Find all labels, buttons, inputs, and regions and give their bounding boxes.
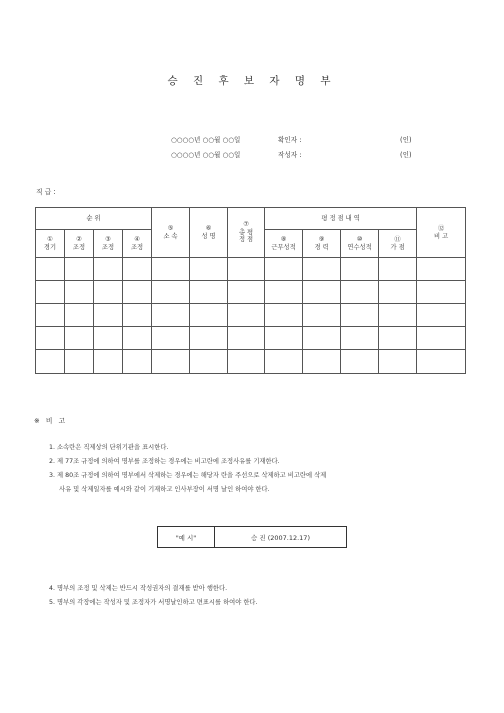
rank-col: ② 조정 [65, 230, 94, 258]
document-title: 승 진 후 보 자 명 부 [167, 75, 337, 87]
remarks-header [417, 208, 466, 258]
example-label: "예 시" [158, 527, 215, 547]
name-header [190, 208, 228, 258]
note-item: 5. 명부의 각장에는 작성자 및 조정자가 서명날인하고 면표시를 하여야 한다. [49, 599, 258, 606]
candidate-register-table [35, 207, 466, 374]
detail-col: ⑩ 연수성적 [341, 230, 379, 258]
affiliation-header [152, 208, 190, 258]
writer-date: ○○○○년 ○○월 ○○일 [171, 151, 241, 159]
note-item: 사유 및 삭제일자를 예시와 같이 기재하고 인사부장이 서명 날인 하여야 한다. [49, 486, 270, 493]
name-label: 성 명 [201, 232, 216, 240]
total-score-label: 총 평 정 점 [238, 228, 254, 244]
notes-heading: ※ 비 고 [34, 417, 68, 425]
remarks-label: 비 고 [434, 232, 449, 240]
example-value: 승 진 (2007.12.17) [251, 533, 310, 542]
score-detail-header: 평 정 점 내 역 [265, 208, 417, 230]
total-score-num: ⑦ [243, 220, 249, 228]
writer-seal: (인) [400, 151, 412, 159]
table-row [36, 281, 466, 304]
detail-col: ⑪ 가 점 [379, 230, 417, 258]
name-num: ⑥ [205, 224, 212, 232]
rank-header: 순 위 [36, 208, 152, 230]
rank-col: ③ 조정 [94, 230, 123, 258]
remarks-num: ⑫ [437, 224, 445, 232]
writer-role: 작성자 : [278, 151, 302, 159]
note-item: 2. 제 77조 규정에 의하여 명부를 조정하는 경우에는 비고란에 조정사유를 기재한다. [49, 458, 280, 465]
detail-col: ⑧ 근무성적 [265, 230, 303, 258]
table-row [36, 350, 466, 374]
note-item: 1. 소속란은 직제상의 단위기관을 표시한다. [49, 444, 169, 451]
rank-col: ① 경기 [36, 230, 65, 258]
confirmer-date: ○○○○년 ○○월 ○○일 [171, 136, 241, 144]
grade-label: 직 급 : [36, 188, 56, 196]
note-item: 4. 명부의 조정 및 삭제는 반드시 작성권자의 결재를 받아 행한다. [49, 585, 228, 592]
table-row [36, 258, 466, 281]
table-row [36, 304, 466, 327]
total-score-header [228, 208, 265, 258]
confirmer-row [171, 134, 240, 144]
writer-row [171, 149, 240, 159]
confirmer-role: 확인자 : [278, 136, 302, 144]
note-item: 3. 제 80조 규정에 의하여 명부에서 삭제하는 경우에는 해당자 란을 주선으로 삭제하고 비고란에 삭제 [49, 472, 327, 479]
confirmer-seal: (인) [400, 136, 412, 144]
table-row [36, 327, 466, 350]
rank-col: ④ 조정 [123, 230, 152, 258]
affiliation-label: 소 속 [163, 232, 178, 240]
example-box [157, 526, 347, 548]
affiliation-num: ⑤ [167, 224, 174, 232]
detail-col: ⑨ 경 력 [303, 230, 341, 258]
